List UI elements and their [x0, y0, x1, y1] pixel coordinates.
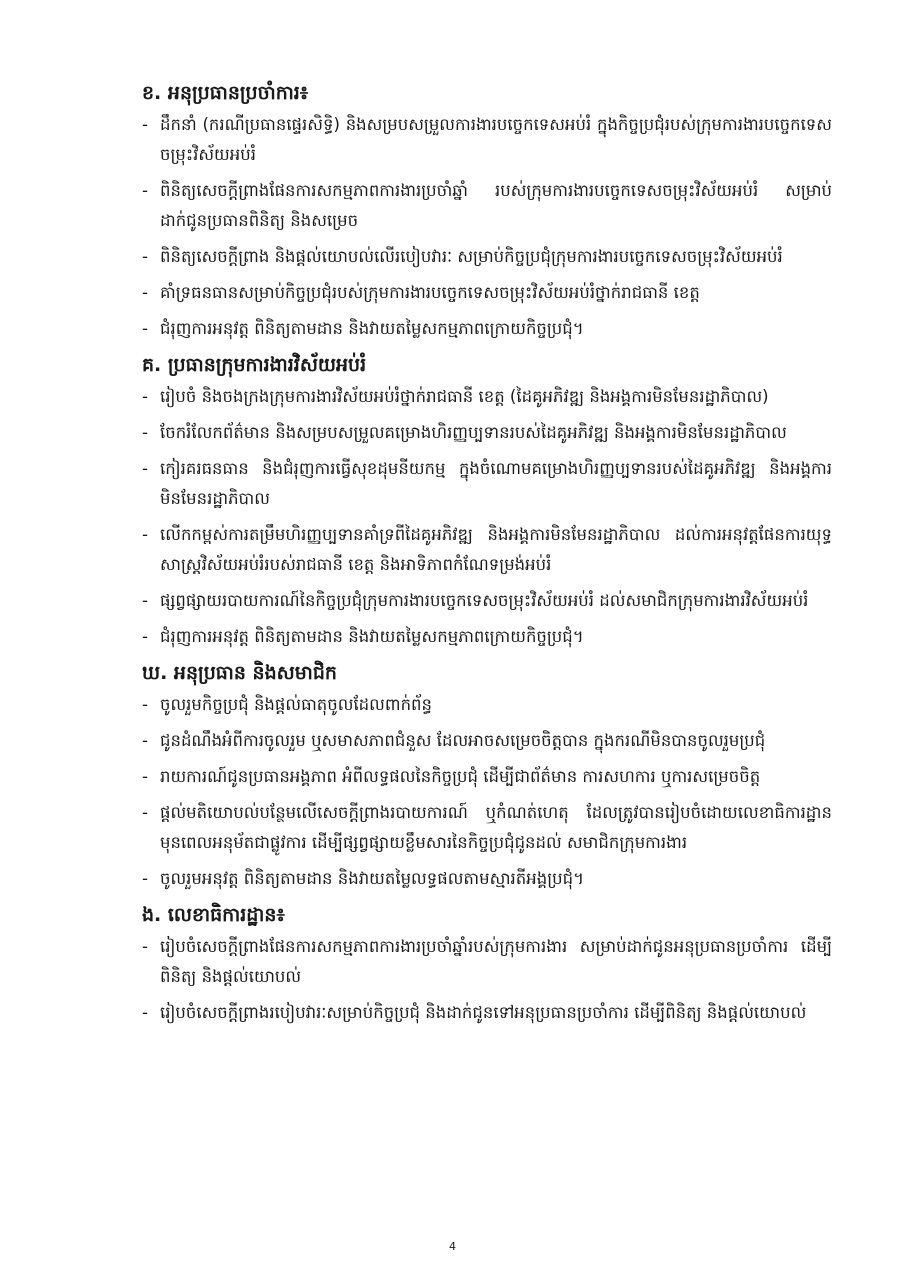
list-item-text: គាំទ្រធនធានសម្រាប់កិច្ចប្រជុំរបស់ក្រុមការងារបច្ចេកទេសចម្រុះវិស័យអប់រំថ្នាក់រាជធានី ខេត្ត [160, 283, 700, 302]
list-item-text: រាយការណ៍ជូនប្រធានអង្គភាព អំពីលទ្ធផលនៃកិច្ចប្រជុំ ដើម្បីជាព័ត៌មាន ការសហការ ឬការសម្រេចចិត្ត [160, 767, 761, 786]
dash-marker: - [142, 627, 148, 646]
dash-marker: - [142, 591, 148, 610]
section-ngo-secretariat [142, 900, 832, 1028]
list-item-text: លើកកម្ពស់ការតម្រឹមហិរញ្ញប្បទានគាំទ្រពីដៃគូអភិវឌ្ឍ និងអង្គការមិនមែនរដ្ឋាភិបាល ដល់ការអនុវត្តផែនការយុទ្ធសាស្ត្រវិស័យអប់រំរបស់រាជធានី ខេត្ត និងអាទិភាពកំណែទម្រង់អប់រំ [160, 525, 832, 574]
section-heading: ខ. អនុប្រធានប្រចាំការ៖ [142, 82, 309, 104]
section-heading: ង. លេខាធិការដ្ឋាន៖ [142, 904, 285, 926]
list-item-text: ចែករំលែកព័ត៌មាន និងសម្របសម្រួលគម្រោងហិរញ្ញប្បទានរបស់ដៃគូអភិវឌ្ឍ និងអង្គការមិនមែនរដ្ឋាភិបាល [160, 423, 787, 442]
section-kho [142, 78, 832, 344]
dash-marker: - [142, 767, 148, 786]
list-item-text: ជំរុញការអនុវត្ត ពិនិត្យតាមដាន និងវាយតម្លៃសកម្មភាពក្រោយកិច្ចប្រជុំ។ [160, 627, 584, 646]
list-item-text: កៀរគរធនធាន និងជំរុញការធ្វើសុខដុមនីយកម្ម ក្នុងចំណោមគម្រោងហិរញ្ញប្បទានរបស់ដៃគូអភិវឌ្ឍ និងអង្គការមិនមែនរដ្ឋាភិបាល [160, 459, 832, 508]
dash-marker: - [142, 423, 148, 442]
list-item [142, 864, 832, 894]
list-item [142, 998, 832, 1028]
list-item-text: ផ្សព្វផ្សាយរបាយការណ៍នៃកិច្ចប្រជុំក្រុមការងារបច្ចេកទេសចម្រុះវិស័យអប់រំ ដល់សមាជិកក្រុមការងារវិស័យអប់រំ [160, 591, 809, 610]
section-ko [142, 350, 832, 652]
dash-marker: - [142, 869, 148, 888]
list-item [142, 176, 832, 236]
list-item-text: ពិនិត្យសេចក្តីព្រាង និងផ្តល់យោបល់លើរបៀបវារៈ សម្រាប់កិច្ចប្រជុំក្រុមការងារបច្ចេកទេសចម្រុះវិស័យអប់រំ [160, 247, 783, 266]
dash-marker: - [142, 319, 148, 338]
bullet-list [142, 932, 832, 1028]
list-item [142, 726, 832, 756]
section-kho-deputy [142, 658, 832, 894]
list-item-text: រៀបចំសេចក្តីព្រាងរបៀបវារៈសម្រាប់កិច្ចប្រជុំ និងដាក់ជូនទៅអនុប្រធានប្រចាំការ ដើម្បីពិនិត្យ និងផ្តល់យោបល់ [160, 1003, 807, 1022]
list-item-text: ចូលរួមអនុវត្ត ពិនិត្យតាមដាន និងវាយតម្លៃលទ្ធផលតាមស្មារតីអង្គប្រជុំ។ [160, 869, 584, 888]
dash-marker: - [142, 731, 148, 750]
dash-marker: - [142, 803, 148, 822]
list-item [142, 454, 832, 514]
list-item-text: រៀបចំសេចក្តីព្រាងផែនការសកម្មភាពការងារប្រចាំឆ្នាំរបស់ក្រុមការងារ សម្រាប់ដាក់ជូនអនុប្រធានប្រចាំការ ដើម្បីពិនិត្យ និងផ្តល់យោបល់ [160, 937, 832, 986]
bullet-list [142, 382, 832, 652]
list-item [142, 110, 832, 170]
dash-marker: - [142, 283, 148, 302]
bullet-list [142, 690, 832, 894]
list-item [142, 798, 832, 858]
document-body [142, 78, 832, 1034]
dash-marker: - [142, 115, 148, 134]
list-item [142, 418, 832, 448]
list-item-text: ពិនិត្យសេចក្តីព្រាងផែនការសកម្មភាពការងារប្រចាំឆ្នាំ របស់ក្រុមការងារបច្ចេកទេសចម្រុះវិស័យអប់រំ សម្រាប់ដាក់ជូនប្រធានពិនិត្យ និងសម្រេច [160, 181, 832, 230]
list-item-text: ដឹកនាំ (ករណីប្រធានផ្ទេរសិទ្ធិ) និងសម្របសម្រួលការងារបច្ចេកទេសអប់រំ ក្នុងកិច្ចប្រជុំរបស់ក្រុមការងារបច្ចេកទេសចម្រុះវិស័យអប់រំ [160, 115, 832, 164]
list-item [142, 932, 832, 992]
list-item [142, 586, 832, 616]
dash-marker: - [142, 247, 148, 266]
list-item [142, 314, 832, 344]
list-item-text: ជូនដំណឹងអំពីការចូលរួម ឬសមាសភាពជំនួស ដែលអាចសម្រេចចិត្តបាន ក្នុងករណីមិនបានចូលរួមប្រជុំ [160, 731, 766, 750]
dash-marker: - [142, 181, 148, 200]
dash-marker: - [142, 937, 148, 956]
dash-marker: - [142, 459, 148, 478]
page-number: 4 [449, 1240, 456, 1253]
list-item-text: ផ្តល់មតិយោបល់បន្ថែមលើសេចក្តីព្រាងរបាយការណ៍ ឬកំណត់ហេតុ ដែលត្រូវបានរៀបចំដោយលេខាធិការដ្ឋាន មុនពេលអនុម័តជាផ្លូវការ ដើម្បីផ្សព្វផ្សាយខ្លឹមសារនៃកិច្ចប្រជុំជូនដល់ សមាជិកក្រុមការងារ [160, 803, 832, 852]
list-item [142, 242, 832, 272]
list-item [142, 622, 832, 652]
section-heading: គ. ប្រធានក្រុមការងារវិស័យអប់រំ [142, 354, 367, 376]
dash-marker: - [142, 387, 148, 406]
list-item [142, 382, 832, 412]
section-heading: ឃ. អនុប្រធាន និងសមាជិក [142, 662, 337, 684]
list-item [142, 520, 832, 580]
dash-marker: - [142, 525, 148, 544]
list-item [142, 278, 832, 308]
list-item [142, 762, 832, 792]
list-item-text: ចូលរួមកិច្ចប្រជុំ និងផ្តល់ធាតុចូលដែលពាក់ព័ន្ធ [160, 695, 433, 714]
bullet-list [142, 110, 832, 344]
dash-marker: - [142, 1003, 148, 1022]
list-item [142, 690, 832, 720]
list-item-text: រៀបចំ និងចងក្រងក្រុមការងារវិស័យអប់រំថ្នាក់រាជធានី ខេត្ត (ដៃគូអភិវឌ្ឍ និងអង្គការមិនមែនរដ្ឋាភិបាល) [160, 387, 769, 406]
dash-marker: - [142, 695, 148, 714]
list-item-text: ជំរុញការអនុវត្ត ពិនិត្យតាមដាន និងវាយតម្លៃសកម្មភាពក្រោយកិច្ចប្រជុំ។ [160, 319, 584, 338]
